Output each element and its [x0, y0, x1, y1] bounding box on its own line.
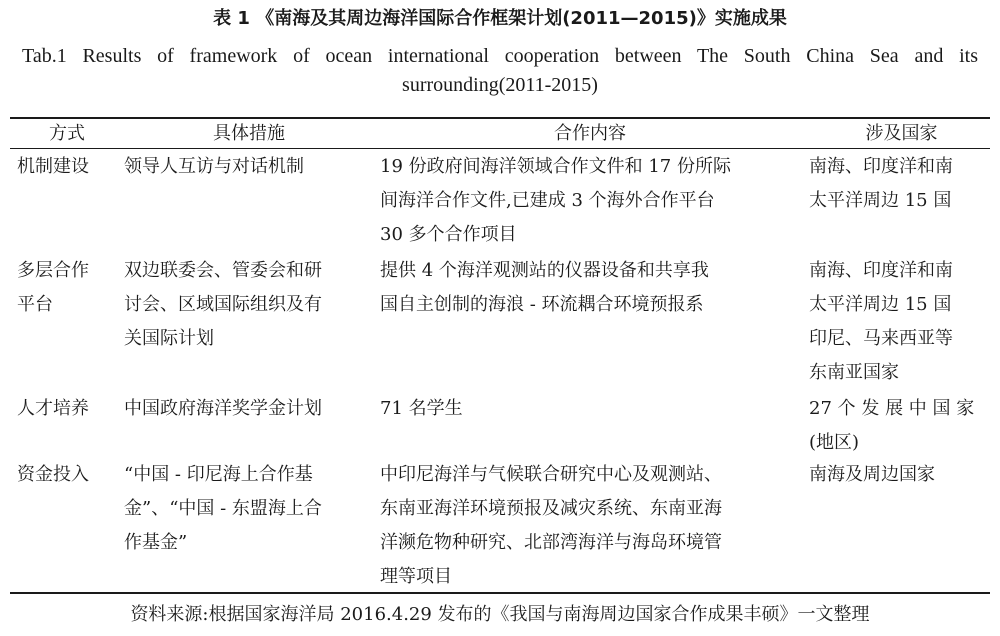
cell-line: 国自主创制的海浪 - 环流耦合环境预报系	[380, 294, 704, 315]
cell-line: “中国 - 印尼海上合作基	[124, 464, 313, 485]
cell-line: 间海洋合作文件,已建成 3 个海外合作平台	[380, 190, 715, 211]
header-countries: 涉及国家	[865, 123, 938, 144]
source-note: 资料来源:根据国家海洋局 2016.4.29 发布的《我国与南海周边国家合作成果丰硕》一文整理	[130, 604, 870, 625]
row-4-content	[380, 458, 800, 594]
row-3-measures	[124, 392, 374, 426]
row-1-measures	[124, 150, 374, 184]
table-title-en: Tab.1 Results of framework of ocean international cooperation between The South China Sea and its surrounding(2011-2015)	[22, 45, 978, 96]
header-method: 方式	[49, 123, 85, 144]
row-3-countries	[809, 392, 994, 460]
cell-line: 中国政府海洋奖学金计划	[124, 398, 322, 419]
cell-line: 人才培养	[17, 398, 89, 419]
cell-line: 双边联委会、管委会和研	[124, 260, 322, 281]
cell-line: 资金投入	[17, 464, 89, 485]
cell-line: 中印尼海洋与气候联合研究中心及观测站、	[380, 464, 722, 485]
cell-line: 东南亚海洋环境预报及减灾系统、东南亚海	[380, 498, 722, 519]
row-4-method	[17, 458, 117, 492]
cell-line: 洋濒危物种研究、北部湾海洋与海岛环境管	[380, 532, 722, 553]
row-2-method	[17, 254, 117, 322]
cell-line: 作基金”	[124, 532, 188, 553]
cell-line: 理等项目	[380, 566, 452, 587]
cell-line: 30 多个合作项目	[380, 224, 517, 245]
row-2-content	[380, 254, 800, 322]
cell-line: 太平洋周边 15 国	[809, 190, 952, 211]
cell-line: 机制建设	[17, 156, 89, 177]
row-3-content	[380, 392, 800, 426]
cell-line: (地区)	[809, 432, 860, 453]
cell-line: 南海、印度洋和南	[809, 156, 953, 177]
cell-line: 金”、“中国 - 东盟海上合	[124, 498, 322, 519]
row-4-measures	[124, 458, 374, 560]
row-1-content	[380, 150, 800, 252]
row-1-countries	[809, 150, 994, 218]
row-3-method	[17, 392, 117, 426]
cell-line: 平台	[17, 294, 53, 315]
cell-line: 27 个 发 展 中 国 家	[809, 398, 975, 419]
cell-line: 南海及周边国家	[809, 464, 935, 485]
cell-line: 印尼、马来西亚等	[809, 328, 953, 349]
row-2-measures	[124, 254, 374, 356]
cell-line: 多层合作	[17, 260, 89, 281]
cell-line: 71 名学生	[380, 398, 463, 419]
header-content: 合作内容	[554, 123, 626, 144]
cell-line: 领导人互访与对话机制	[124, 156, 304, 177]
cell-line: 讨会、区域国际组织及有	[124, 294, 322, 315]
cell-line: 关国际计划	[124, 328, 214, 349]
table-bottom-rule	[10, 592, 990, 594]
row-1-method	[17, 150, 117, 184]
table-header-rule	[10, 148, 990, 149]
row-2-countries	[809, 254, 994, 390]
cell-line: 东南亚国家	[809, 362, 899, 383]
header-measures: 具体措施	[213, 123, 285, 144]
cell-line: 提供 4 个海洋观测站的仪器设备和共享我	[380, 260, 709, 281]
cell-line: 19 份政府间海洋领域合作文件和 17 份所际	[380, 156, 731, 177]
row-4-countries	[809, 458, 994, 492]
table-title-cn: 表 1 《南海及其周边海洋国际合作框架计划(2011—2015)》实施成果	[213, 8, 787, 29]
cell-line: 南海、印度洋和南	[809, 260, 953, 281]
cell-line: 太平洋周边 15 国	[809, 294, 952, 315]
